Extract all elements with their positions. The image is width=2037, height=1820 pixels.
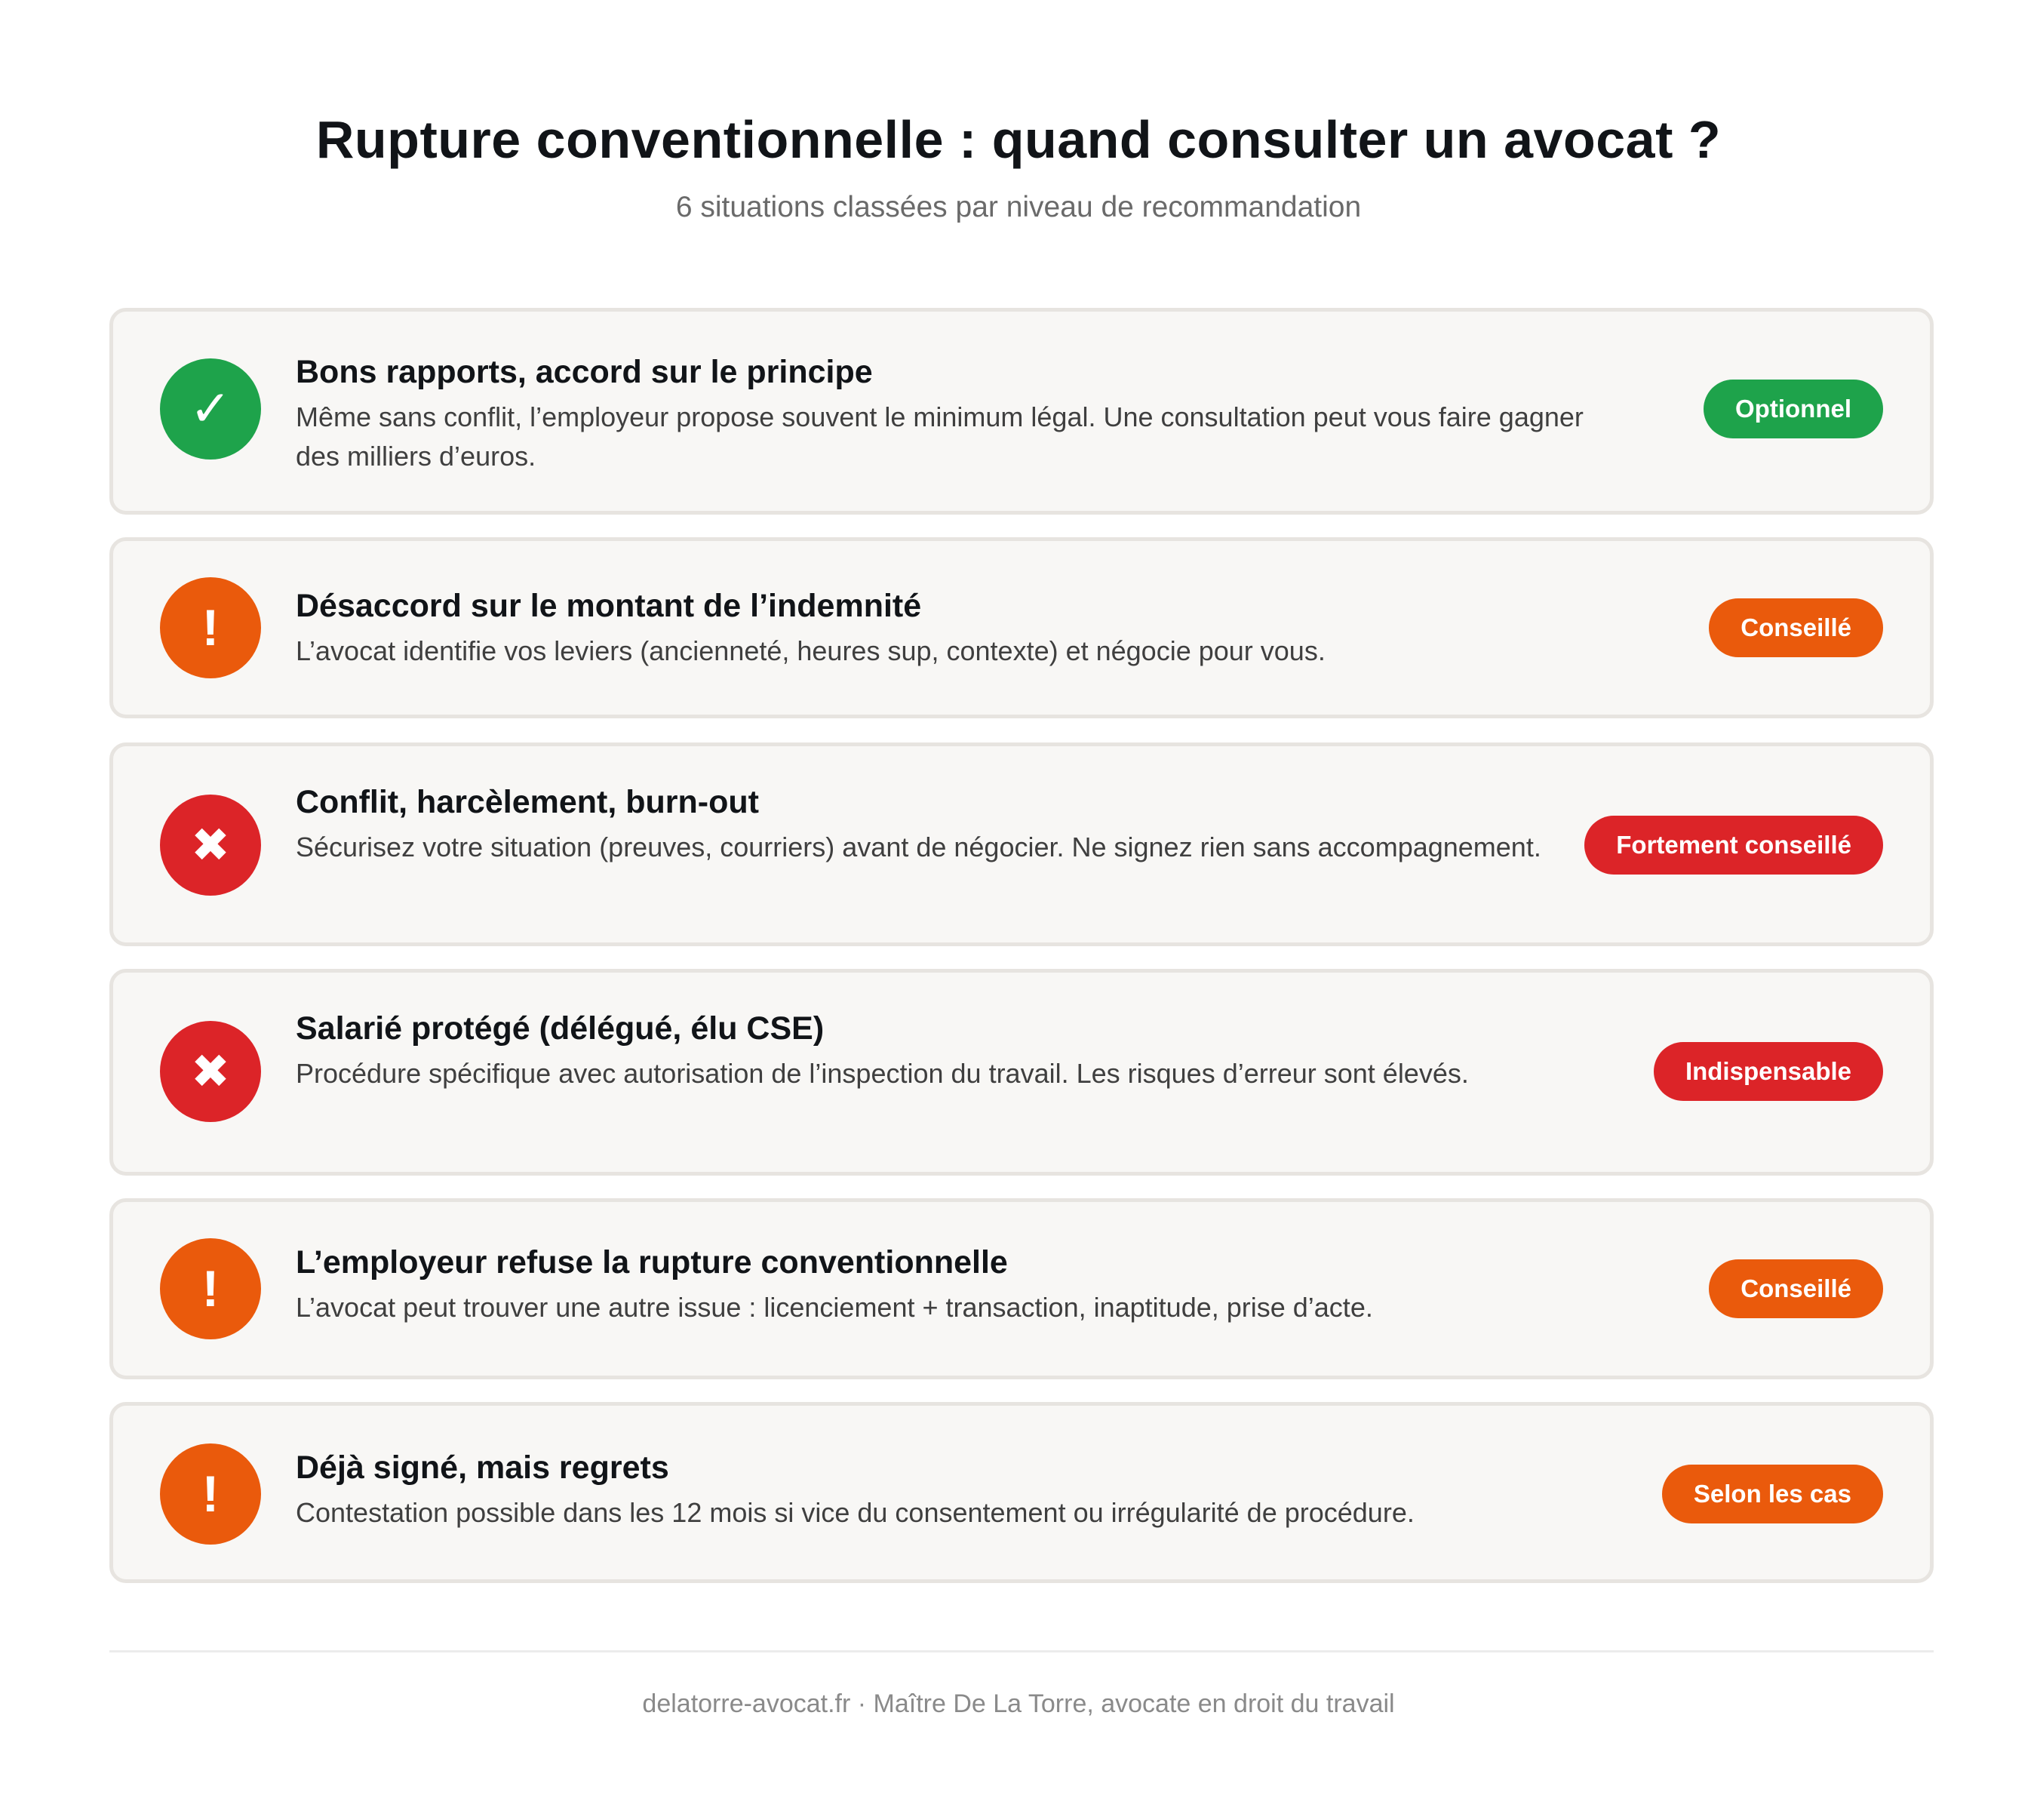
- situation-description: Contestation possible dans les 12 mois si vice du consentement ou irrégularité de procédure.: [296, 1497, 1415, 1528]
- cross-icon: ✖: [160, 795, 261, 896]
- situation-text: [296, 1007, 1608, 1093]
- situation-description: Procédure spécifique avec autorisation de l’inspection du travail. Les risques d’erreur sont élevés.: [296, 1058, 1469, 1089]
- situation-description: Même sans conflit, l’employeur propose souvent le minimum légal. Une consultation peut vous faire gagner des milliers d’euros.: [296, 401, 1584, 472]
- situation-card: [109, 1402, 1934, 1583]
- footer-credit: delatorre-avocat.fr · Maître De La Torre, avocate en droit du travail: [642, 1689, 1395, 1718]
- footer-divider: [109, 1650, 1934, 1652]
- situation-card: [109, 308, 1934, 515]
- recommendation-badge: Fortement conseillé: [1584, 816, 1883, 875]
- situation-title: Déjà signé, mais regrets: [296, 1450, 669, 1486]
- situation-description: L’avocat identifie vos leviers (ancienneté, heures sup, contexte) et négocie pour vous.: [296, 635, 1326, 666]
- recommendation-badge: Selon les cas: [1662, 1465, 1883, 1523]
- situation-text: [296, 1241, 1608, 1327]
- situation-card: [109, 1198, 1934, 1379]
- recommendation-badge: Indispensable: [1654, 1042, 1883, 1101]
- situation-text: [296, 351, 1608, 476]
- exclamation-icon: !: [160, 1443, 261, 1545]
- situation-card: [109, 742, 1934, 946]
- situation-title: Désaccord sur le montant de l’indemnité: [296, 588, 922, 624]
- situation-title: Conflit, harcèlement, burn-out: [296, 784, 759, 820]
- situation-card: [109, 537, 1934, 718]
- situation-card: [109, 969, 1934, 1176]
- situation-description: L’avocat peut trouver une autre issue : licenciement + transaction, inaptitude, prise d’acte.: [296, 1292, 1373, 1323]
- situation-title: L’employeur refuse la rupture conventionnelle: [296, 1244, 1008, 1280]
- page-title: Rupture conventionnelle : quand consulter un avocat ?: [315, 110, 1722, 169]
- page-subtitle: 6 situations classées par niveau de recommandation: [675, 191, 1362, 223]
- situation-text: [296, 585, 1608, 671]
- recommendation-badge: Conseillé: [1709, 1259, 1883, 1318]
- situation-description: Sécurisez votre situation (preuves, courriers) avant de négocier. Ne signez rien sans accompagnement.: [296, 832, 1541, 862]
- situation-title: Bons rapports, accord sur le principe: [296, 354, 873, 390]
- recommendation-badge: Optionnel: [1704, 380, 1883, 438]
- recommendation-badge: Conseillé: [1709, 598, 1883, 657]
- check-icon: ✓: [160, 358, 261, 460]
- situation-title: Salarié protégé (délégué, élu CSE): [296, 1010, 825, 1047]
- cross-icon: ✖: [160, 1021, 261, 1122]
- exclamation-icon: !: [160, 1238, 261, 1339]
- situation-text: [296, 1446, 1608, 1533]
- exclamation-icon: !: [160, 577, 261, 678]
- situation-text: [296, 781, 1608, 867]
